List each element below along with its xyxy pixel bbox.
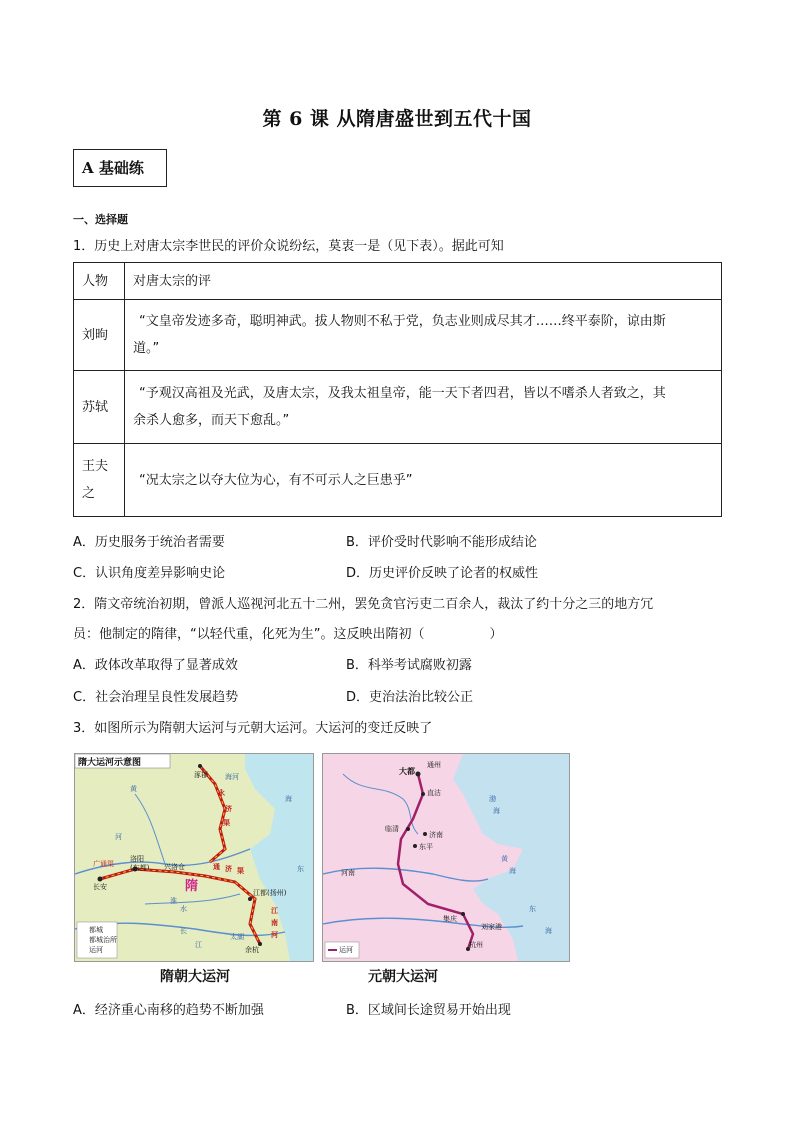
map-label: 直沽 [427, 789, 441, 797]
map-label: 黄 [130, 785, 137, 793]
map-label: 济南 [429, 831, 443, 839]
map-label: 隋 [185, 879, 199, 894]
evaluation-cell: “文皇帝发迹多奇，聪明神武。拔人物则不私于党，负志业则成尽其才……终平泰阶，谅由斯 道。” [125, 300, 722, 371]
map-label: 余杭 [245, 946, 259, 954]
yuan-map-graphic [323, 754, 569, 961]
map-label: 河 [115, 833, 122, 841]
map-label: 黄 [501, 855, 508, 863]
map-label: 东平 [419, 843, 433, 851]
map-label: 济 [225, 805, 232, 813]
page-title: 第 6 课 从隋唐盛世到五代十国 [262, 108, 532, 130]
map-label: 通 [213, 863, 220, 871]
map-label: 淮 [170, 897, 177, 905]
section-heading: 一、选择题 [73, 213, 128, 226]
map-label: 海 [545, 927, 552, 935]
jiangdu-marker [248, 897, 252, 901]
map-label: 通州 [427, 761, 441, 769]
level-box: A 基础练 [73, 149, 167, 187]
question-2-line-1: 2．隋文帝统治初期，曾派人巡视河北五十二州，罢免贪官污吏二百余人，裁汰了约十分之三的地方冗 [73, 597, 654, 612]
question-3-stem: 3．如图所示为隋朝大运河与元朝大运河。大运河的变迁反映了 [73, 721, 433, 736]
q1-option-a[interactable]: A．历史服务于统治者需要 [73, 535, 225, 550]
person-cell: 刘昫 [74, 300, 125, 371]
q2-option-d[interactable]: D．吏治法治比较公正 [346, 690, 474, 705]
map-label: 集庆 [443, 915, 457, 923]
map-label: 东 [529, 905, 536, 913]
yuan-canal-map [322, 753, 570, 962]
map-label: 渠 [223, 819, 230, 827]
map-label: 水 [180, 905, 187, 913]
header-person: 人物 [74, 263, 125, 300]
evaluation-cell: “予观汉高祖及光武，及唐太宗，及我太祖皇帝，能一天下者四君，皆以不嗜杀人者致之，其 余杀人愈多，而天下愈乱。” [125, 371, 722, 444]
table-row [74, 371, 722, 444]
map-label: 海 [493, 807, 500, 815]
map-legend-item: 都城 [89, 926, 103, 934]
map-label: 江 [195, 941, 202, 949]
table-header-row [74, 263, 722, 300]
map-label: 渤 [489, 795, 496, 803]
q3-option-a[interactable]: A．经济重心南移的趋势不断加强 [73, 1003, 264, 1018]
jinan-marker [423, 832, 427, 836]
map-label: 临清 [385, 825, 399, 833]
map-label: 大都 [399, 767, 415, 776]
sui-map-header: 隋大运河示意图 [78, 758, 142, 768]
map-label: (东都) [130, 864, 150, 872]
sui-map-caption: 隋朝大运河 [160, 969, 230, 985]
map-label: 洛阳 [130, 855, 144, 863]
map-legend-item: 运河 [339, 946, 353, 954]
map-label: 刘家港 [481, 923, 502, 931]
zhuojun-marker [198, 764, 202, 768]
map-label: 永 [218, 789, 225, 797]
q2-option-c[interactable]: C．社会治理呈良性发展趋势 [73, 690, 239, 705]
map-label: 长安 [93, 883, 107, 891]
map-label: 太湖 [230, 933, 244, 941]
q2-option-a[interactable]: A．政体改革取得了显著成效 [73, 658, 238, 673]
map-legend-item: 运河 [89, 946, 103, 954]
evaluation-cell: “况太宗之以夺大位为心，有不可示人之巨患乎” [125, 444, 722, 517]
map-label: 广通渠 [93, 860, 114, 868]
table-row [74, 444, 722, 517]
map-label: 海 [285, 795, 292, 803]
yuan-map-caption: 元朝大运河 [368, 969, 438, 985]
sui-canal-map [74, 753, 314, 962]
person-cell: 苏轼 [74, 371, 125, 444]
question-1-stem: 1．历史上对唐太宗李世民的评价众说纷纭，莫衷一是（见下表）。据此可知 [73, 239, 504, 254]
q3-option-b[interactable]: B．区域间长途贸易开始出现 [346, 1003, 511, 1018]
map-label: 河 [271, 931, 278, 939]
evaluation-table [73, 262, 722, 517]
map-label: 海河 [225, 773, 239, 781]
map-label: 江都(扬州) [253, 889, 287, 897]
changan-marker [98, 877, 103, 882]
jiqing-marker [461, 912, 465, 916]
table-row [74, 300, 722, 371]
zhigu-marker [421, 792, 425, 796]
map-label: 涿郡 [194, 771, 208, 779]
q1-option-c[interactable]: C．认识角度差异影响史论 [73, 566, 226, 581]
map-label: 海 [509, 867, 516, 875]
q1-option-d[interactable]: D．历史评价反映了论者的权威性 [346, 566, 539, 581]
q2-option-b[interactable]: B．科举考试腐败初露 [346, 658, 472, 673]
q1-option-b[interactable]: B．评价受时代影响不能形成结论 [346, 535, 537, 550]
map-label: 兴洛仓 [164, 863, 185, 871]
map-label: 河南 [341, 869, 355, 877]
dadu-marker [416, 772, 421, 777]
header-evaluation: 对唐太宗的评 [125, 263, 722, 300]
map-label: 杭州 [469, 941, 483, 949]
map-label: 江 [271, 907, 278, 915]
map-label: 济 [225, 865, 232, 873]
map-legend-item: 都城治所 [89, 936, 117, 944]
person-cell: 王夫 之 [74, 444, 125, 517]
map-label: 长 [180, 927, 187, 935]
question-2-line-2: 员：他制定的隋律，“以轻代重，化死为生”。这反映出隋初（ ） [73, 627, 503, 642]
map-label: 渠 [237, 867, 244, 875]
dongping-marker [413, 844, 417, 848]
map-label: 南 [271, 919, 278, 927]
linqing-marker [406, 827, 410, 831]
map-label: 东 [297, 865, 304, 873]
